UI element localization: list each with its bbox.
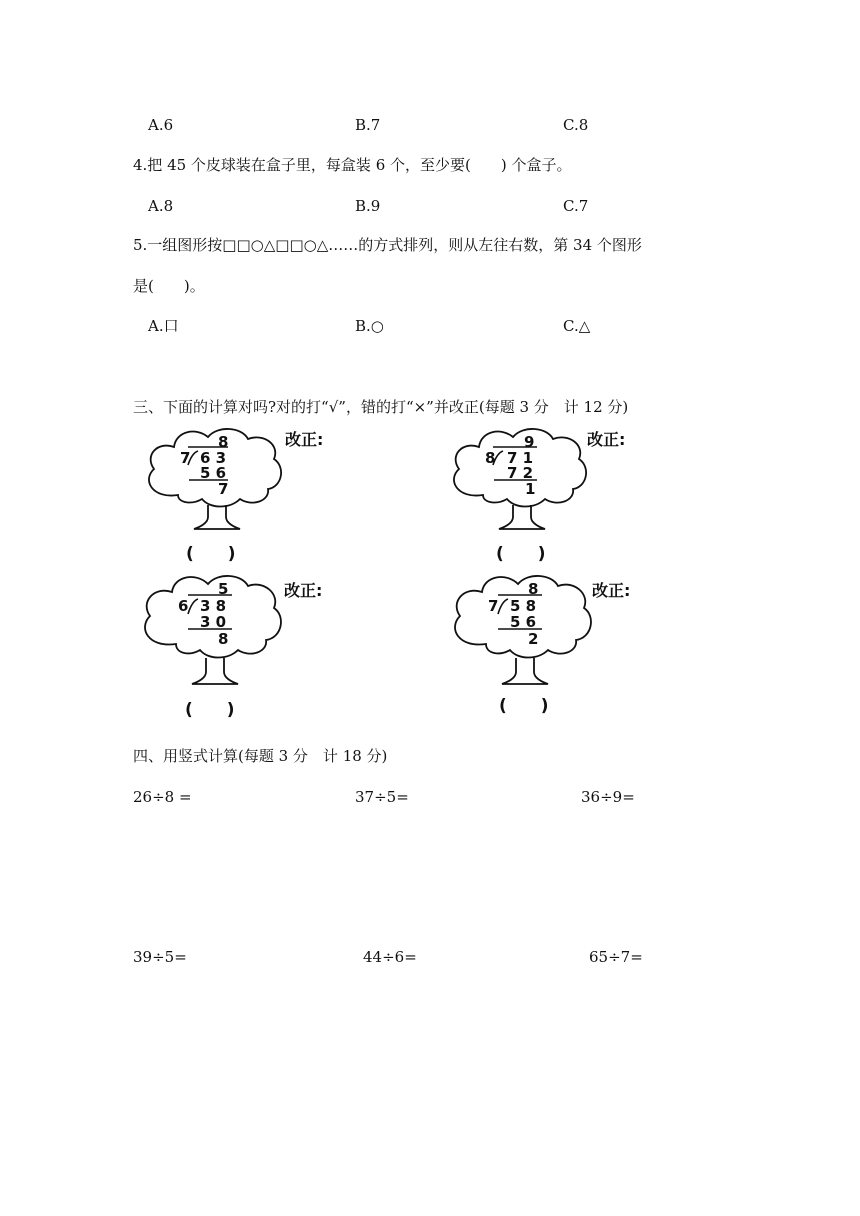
quotient: 8 [528,580,539,598]
q4-option-c: C.7 [563,197,589,215]
quotient: 9 [524,433,535,451]
dividend: 7 1 [507,449,534,467]
division-problem: 65÷7= [589,948,643,966]
divisor: 6 [178,597,189,615]
remainder: 7 [218,480,229,498]
q5-option-b: B.○ [355,317,384,335]
question-5-line2: 是( )。 [133,277,205,295]
section-4-heading: 四、用竖式计算(每题 3 分 计 18 分) [133,747,388,765]
dividend: 5 8 [510,597,537,615]
division-problem: 37÷5= [355,788,409,806]
option-b: B.7 [355,116,381,134]
product: 5 6 [200,464,227,482]
answer-parentheses[interactable]: ( ) [185,700,235,720]
q5-option-a: A.口 [148,317,179,335]
divisor: 7 [180,449,191,467]
tree-problem-3 [138,572,288,712]
quotient: 8 [218,433,229,451]
tree-icon [138,572,288,692]
section-3-heading: 三、下面的计算对吗?对的打“√”，错的打“×”并改正(每题 3 分 计 12 分) [133,398,629,416]
correction-label: 改正: [285,430,324,449]
division-problem: 44÷6= [363,948,417,966]
answer-parentheses[interactable]: ( ) [186,544,236,564]
remainder: 8 [218,630,229,648]
option-a: A.6 [148,116,174,134]
product: 7 2 [507,464,534,482]
dividend: 6 3 [200,449,227,467]
question-5-line1: 5.一组图形按□□○△□□○△……的方式排列，则从左往右数，第 34 个图形 [133,236,642,254]
division-problem: 26÷8 = [133,788,192,806]
correction-label: 改正: [592,581,631,600]
dividend: 3 8 [200,597,227,615]
answer-parentheses[interactable]: ( ) [496,544,546,564]
product: 5 6 [510,613,537,631]
divisor: 8 [485,449,496,467]
remainder: 2 [528,630,539,648]
answer-parentheses[interactable]: ( ) [499,696,549,716]
product: 3 0 [200,613,227,631]
division-problem: 36÷9= [581,788,635,806]
remainder: 1 [525,480,536,498]
tree-icon [448,572,598,692]
quotient: 5 [218,580,229,598]
q4-option-b: B.9 [355,197,381,215]
question-4-text: 4.把 45 个皮球装在盒子里，每盒装 6 个，至少要( ) 个盒子。 [133,156,572,174]
division-problem: 39÷5= [133,948,187,966]
correction-label: 改正: [587,430,626,449]
divisor: 7 [488,597,499,615]
q5-option-c: C.△ [563,317,591,335]
q4-option-a: A.8 [148,197,174,215]
correction-label: 改正: [284,581,323,600]
option-c: C.8 [563,116,589,134]
